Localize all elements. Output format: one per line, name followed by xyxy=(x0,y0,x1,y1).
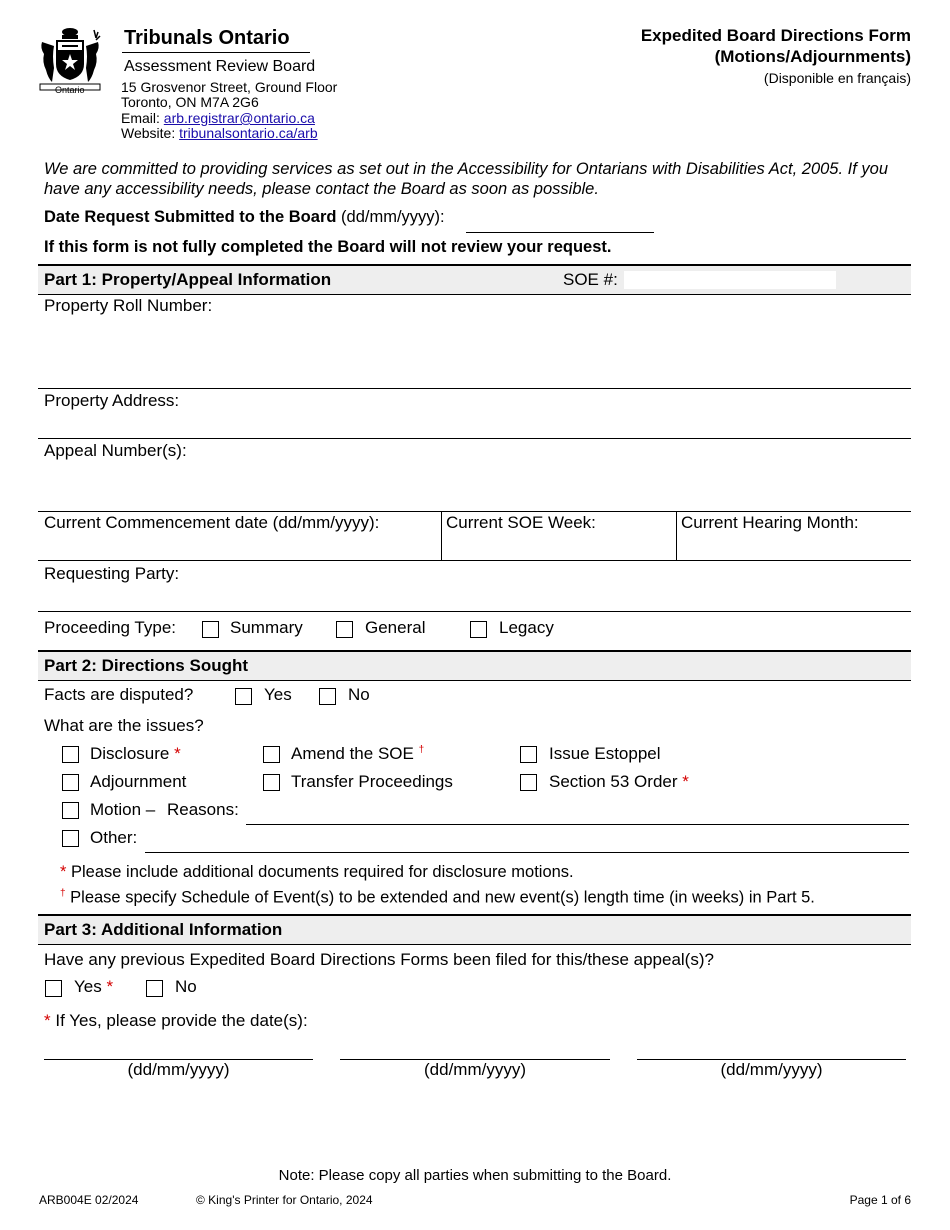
proceeding-type-label: Proceeding Type: xyxy=(44,618,176,637)
amend-soe-text: Amend the SOE xyxy=(291,744,414,763)
appeal-numbers-label: Appeal Number(s): xyxy=(44,441,187,460)
website-label: Website: xyxy=(121,125,176,141)
disclosure-checkbox[interactable] xyxy=(62,746,79,763)
facts-no-label: No xyxy=(348,685,370,704)
previous-no-label: No xyxy=(175,977,197,996)
if-yes-star: * xyxy=(44,1011,51,1030)
copyright: © King's Printer for Ontario, 2024 xyxy=(196,1193,373,1207)
date-submitted-bold: Date Request Submitted to the Board xyxy=(44,208,337,226)
form-code: ARB004E 02/2024 xyxy=(39,1193,139,1207)
dates-row-divider xyxy=(38,560,911,561)
email-line xyxy=(121,111,315,126)
facts-disputed-label: Facts are disputed? xyxy=(44,685,194,704)
motion-checkbox[interactable] xyxy=(62,802,79,819)
reasons-label: Reasons: xyxy=(167,800,239,819)
if-yes-text: If Yes, please provide the date(s): xyxy=(55,1011,308,1030)
requesting-party-label: Requesting Party: xyxy=(44,564,180,583)
legacy-label: Legacy xyxy=(499,618,554,637)
soe-week-label: Current SOE Week: xyxy=(446,513,596,532)
disclosure-star: * xyxy=(174,744,181,763)
email-link[interactable]: arb.registrar@ontario.ca xyxy=(163,110,315,126)
amend-soe-dagger: † xyxy=(418,744,425,756)
part1-title: Part 1: Property/Appeal Information xyxy=(44,270,332,289)
previous-forms-question: Have any previous Expedited Board Directions Forms been filed for this/these appeal(s)? xyxy=(44,950,714,969)
facts-yes-checkbox[interactable] xyxy=(235,688,252,705)
org-name: Tribunals Ontario xyxy=(124,27,290,49)
soe-week-separator xyxy=(676,511,677,561)
previous-date-3-format: (dd/mm/yyyy) xyxy=(720,1060,823,1079)
roll-number-label: Property Roll Number: xyxy=(44,296,213,315)
part3-header xyxy=(38,914,911,945)
other-checkbox[interactable] xyxy=(62,830,79,847)
summary-checkbox[interactable] xyxy=(202,621,219,638)
appeal-numbers-divider xyxy=(38,511,911,512)
website-line xyxy=(121,126,318,141)
adjournment-checkbox[interactable] xyxy=(62,774,79,791)
commencement-separator xyxy=(441,511,442,561)
form-title-line-2: (Motions/Adjournments) xyxy=(714,47,911,66)
property-address-divider xyxy=(38,438,911,439)
accessibility-statement: We are committed to providing services as set out in the Accessibility for Ontarians with Disabilities Act, 2005. If you have any accessibility needs, please contact the Board as soon as possible. xyxy=(44,160,888,198)
transfer-label: Transfer Proceedings xyxy=(291,772,453,791)
section53-label xyxy=(549,772,689,792)
general-checkbox[interactable] xyxy=(336,621,353,638)
hearing-month-label: Current Hearing Month: xyxy=(681,513,859,532)
motion-label: Motion – xyxy=(90,800,156,819)
previous-yes-text: Yes xyxy=(74,977,102,996)
schedule-note xyxy=(60,888,815,908)
form-title-line-1: Expedited Board Directions Form xyxy=(640,26,911,45)
note2-text: Please specify Schedule of Event(s) to be extended and new event(s) length time (in weeks) in Part 5. xyxy=(70,888,815,907)
amend-soe-label xyxy=(291,744,424,764)
facts-no-checkbox[interactable] xyxy=(319,688,336,705)
soe-number-input[interactable] xyxy=(624,271,836,289)
website-link[interactable]: tribunalsontario.ca/arb xyxy=(179,125,318,141)
page-number: Page 1 of 6 xyxy=(849,1193,911,1207)
issue-estoppel-checkbox[interactable] xyxy=(520,746,537,763)
previous-no-checkbox[interactable] xyxy=(146,980,163,997)
footer-note: Note: Please copy all parties when submitting to the Board. xyxy=(278,1167,672,1184)
note2-dagger: † xyxy=(60,888,66,899)
section53-star: * xyxy=(682,772,689,791)
previous-yes-checkbox[interactable] xyxy=(45,980,62,997)
address-line-1: 15 Grosvenor Street, Ground Floor xyxy=(121,79,338,95)
commencement-date-label: Current Commencement date (dd/mm/yyyy): xyxy=(44,513,380,532)
date-submitted-input[interactable] xyxy=(466,232,654,233)
reasons-input[interactable] xyxy=(246,824,909,825)
other-label: Other: xyxy=(90,828,138,847)
email-label: Email: xyxy=(121,110,160,126)
section53-text: Section 53 Order xyxy=(549,772,678,791)
other-input[interactable] xyxy=(145,852,909,853)
disclosure-label xyxy=(90,744,181,764)
if-yes-dates-label xyxy=(44,1011,308,1031)
legacy-checkbox[interactable] xyxy=(470,621,487,638)
french-availability: (Disponible en français) xyxy=(763,70,911,86)
previous-date-2-format: (dd/mm/yyyy) xyxy=(424,1060,526,1079)
part2-header xyxy=(38,650,911,681)
note1-star: * xyxy=(60,863,67,881)
completion-warning: If this form is not fully completed the Board will not review your request. xyxy=(44,238,612,256)
roll-number-divider xyxy=(38,388,911,389)
issues-question: What are the issues? xyxy=(44,716,204,735)
facts-yes-label: Yes xyxy=(264,685,292,704)
requesting-party-divider xyxy=(38,611,911,612)
org-divider xyxy=(122,52,310,53)
previous-yes-label xyxy=(74,977,113,997)
part3-title: Part 3: Additional Information xyxy=(44,920,283,939)
disclosure-text: Disclosure xyxy=(90,744,170,763)
amend-soe-checkbox[interactable] xyxy=(263,746,280,763)
general-label: General xyxy=(365,618,426,637)
board-name: Assessment Review Board xyxy=(124,58,316,75)
address-line-2: Toronto, ON M7A 2G6 xyxy=(121,94,259,110)
previous-date-1-format: (dd/mm/yyyy) xyxy=(127,1060,230,1079)
part2-title: Part 2: Directions Sought xyxy=(44,656,249,675)
transfer-checkbox[interactable] xyxy=(263,774,280,791)
date-submitted-format: (dd/mm/yyyy): xyxy=(341,208,445,226)
adjournment-label: Adjournment xyxy=(90,772,187,791)
property-address-label: Property Address: xyxy=(44,391,180,410)
note1-text: Please include additional documents required for disclosure motions. xyxy=(71,863,574,881)
issue-estoppel-label: Issue Estoppel xyxy=(549,744,661,763)
date-submitted-label xyxy=(44,208,445,227)
section53-checkbox[interactable] xyxy=(520,774,537,791)
summary-label: Summary xyxy=(230,618,303,637)
previous-yes-star: * xyxy=(106,977,114,996)
logo-caption: Ontario xyxy=(55,85,85,95)
disclosure-note xyxy=(60,863,574,882)
soe-label: SOE #: xyxy=(563,270,618,289)
